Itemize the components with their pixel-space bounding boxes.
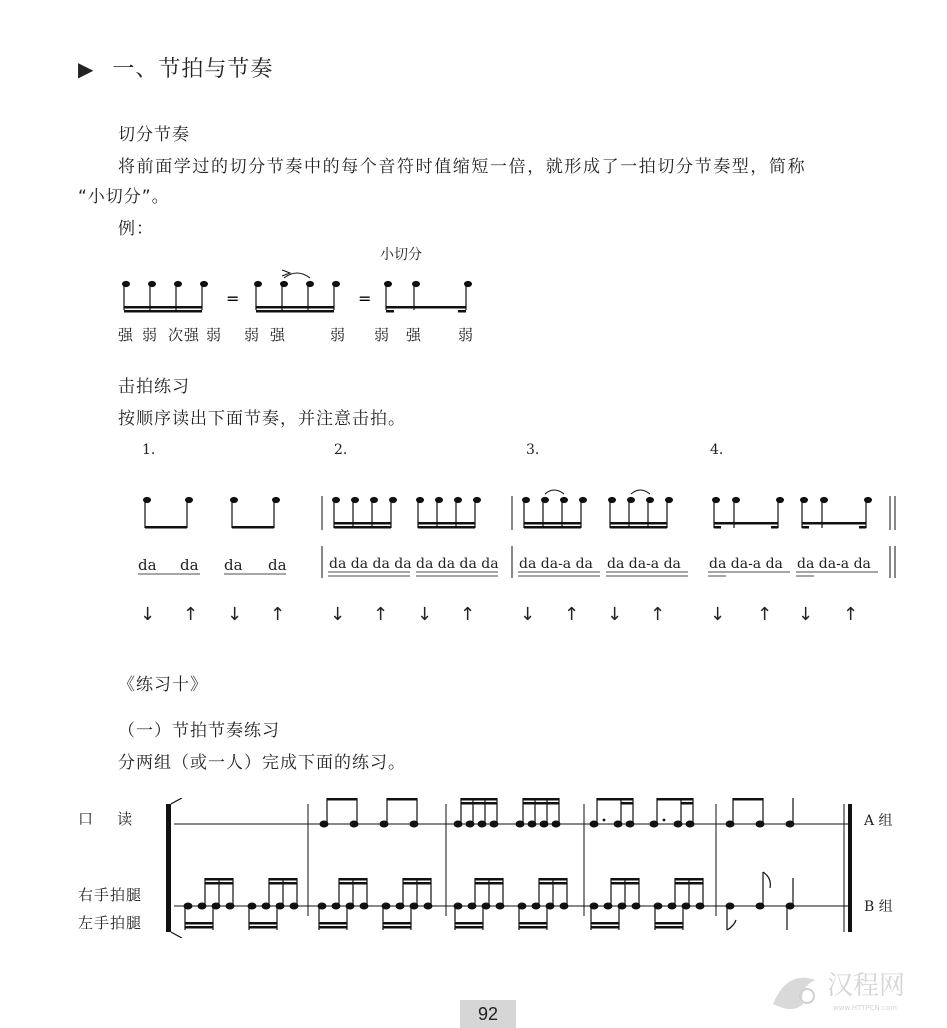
- beat-label: 弱: [330, 326, 347, 344]
- syncopation-title: 切分节奏: [118, 125, 190, 145]
- row-b-pattern: [184, 872, 794, 930]
- page-number: 92: [460, 1000, 516, 1028]
- clapping-title: 击拍练习: [118, 377, 190, 397]
- beat-label: 弱: [374, 326, 391, 344]
- equals-sign: =: [358, 289, 372, 308]
- down-arrow-icon: ↓: [607, 604, 623, 625]
- syllable: da: [268, 556, 287, 574]
- beat-label: 强: [118, 326, 135, 344]
- up-arrow-icon: ↑: [270, 604, 286, 625]
- beat-label: 弱: [458, 326, 475, 344]
- beat-label: 强: [270, 326, 287, 344]
- watermark-url: www.HTTPCN.com: [833, 1004, 897, 1012]
- up-arrow-icon: ↑: [650, 604, 666, 625]
- syllable: da da da da: [416, 556, 499, 572]
- up-arrow-icon: ↑: [183, 604, 199, 625]
- equals-sign: =: [226, 289, 240, 308]
- beat-label: 次强: [168, 326, 201, 344]
- up-arrow-icon: ↑: [843, 604, 859, 625]
- syncopation-groups: [713, 497, 872, 528]
- watermark-logo: [763, 958, 933, 1018]
- clapping-instruction: 按顺序读出下面节奏，并注意击拍。: [118, 409, 406, 429]
- down-arrow-icon: ↓: [710, 604, 726, 625]
- down-arrow-icon: ↓: [798, 604, 814, 625]
- syllable: da da da da: [329, 556, 412, 572]
- watermark-text: 汉程网: [827, 971, 906, 1001]
- syllable: da da-a da: [607, 556, 681, 572]
- exercise-number: 3.: [526, 442, 540, 458]
- exercise-instruction: 分两组（或一人）完成下面的练习。: [118, 753, 406, 773]
- xiao-qiefen-label: 小切分: [380, 247, 422, 263]
- syllable: da: [138, 556, 157, 574]
- section-title: 一、节拍与节奏: [112, 57, 274, 82]
- group-label-a: A 组: [864, 813, 893, 829]
- exercise-score: [160, 798, 860, 938]
- down-arrow-icon: ↓: [330, 604, 346, 625]
- section-heading: [78, 52, 273, 83]
- row-label-read: 口 读: [78, 810, 134, 828]
- syllable: da: [224, 556, 243, 574]
- row-label-left-hand: 左手拍腿: [78, 914, 143, 932]
- syllable: da da-a da: [709, 556, 783, 572]
- tied-sixteenth-group: [255, 270, 340, 313]
- down-arrow-icon: ↓: [227, 604, 243, 625]
- syncopation-line2: “小切分”。: [78, 187, 170, 207]
- syllable: da: [180, 556, 199, 574]
- syncopation-group: [385, 281, 472, 312]
- sixteenth-groups: [333, 497, 481, 528]
- beat-label: 强: [406, 326, 423, 344]
- syllable: da da-a da: [797, 556, 871, 572]
- down-arrow-icon: ↓: [417, 604, 433, 625]
- exercise-number: 4.: [710, 442, 724, 458]
- beat-label: 弱: [244, 326, 261, 344]
- up-arrow-icon: ↑: [564, 604, 580, 625]
- beat-label: 弱: [142, 326, 159, 344]
- triangle-marker-icon: ▶: [78, 57, 95, 81]
- down-arrow-icon: ↓: [140, 604, 156, 625]
- tied-sixteenth-groups: [523, 490, 673, 529]
- syncopation-line1: 将前面学过的切分节奏中的每个音符时值缩短一倍，就形成了一拍切分节奏型，简称: [118, 157, 807, 177]
- exercise-number: 1.: [142, 442, 156, 458]
- row-label-right-hand: 右手拍腿: [78, 886, 143, 904]
- exercise-subtitle: （一）节拍节奏练习: [118, 721, 280, 741]
- exercise-title: 《练习十》: [118, 675, 208, 695]
- row-a-measure-1: [320, 798, 418, 827]
- example-notation: [110, 268, 490, 318]
- beat-label: 弱: [206, 326, 223, 344]
- syllable: da da-a da: [519, 556, 593, 572]
- eighth-pair: [144, 497, 280, 528]
- exercise-number: 2.: [334, 442, 348, 458]
- sixteenth-group: [123, 281, 208, 312]
- row-a-measure-3: [590, 798, 694, 827]
- up-arrow-icon: ↑: [373, 604, 389, 625]
- up-arrow-icon: ↑: [460, 604, 476, 625]
- up-arrow-icon: ↑: [757, 604, 773, 625]
- row-a-measure-4: [726, 798, 794, 827]
- group-label-b: B 组: [864, 899, 893, 915]
- row-a-measure-2: [454, 798, 560, 827]
- example-label: 例：: [118, 219, 154, 239]
- down-arrow-icon: ↓: [520, 604, 536, 625]
